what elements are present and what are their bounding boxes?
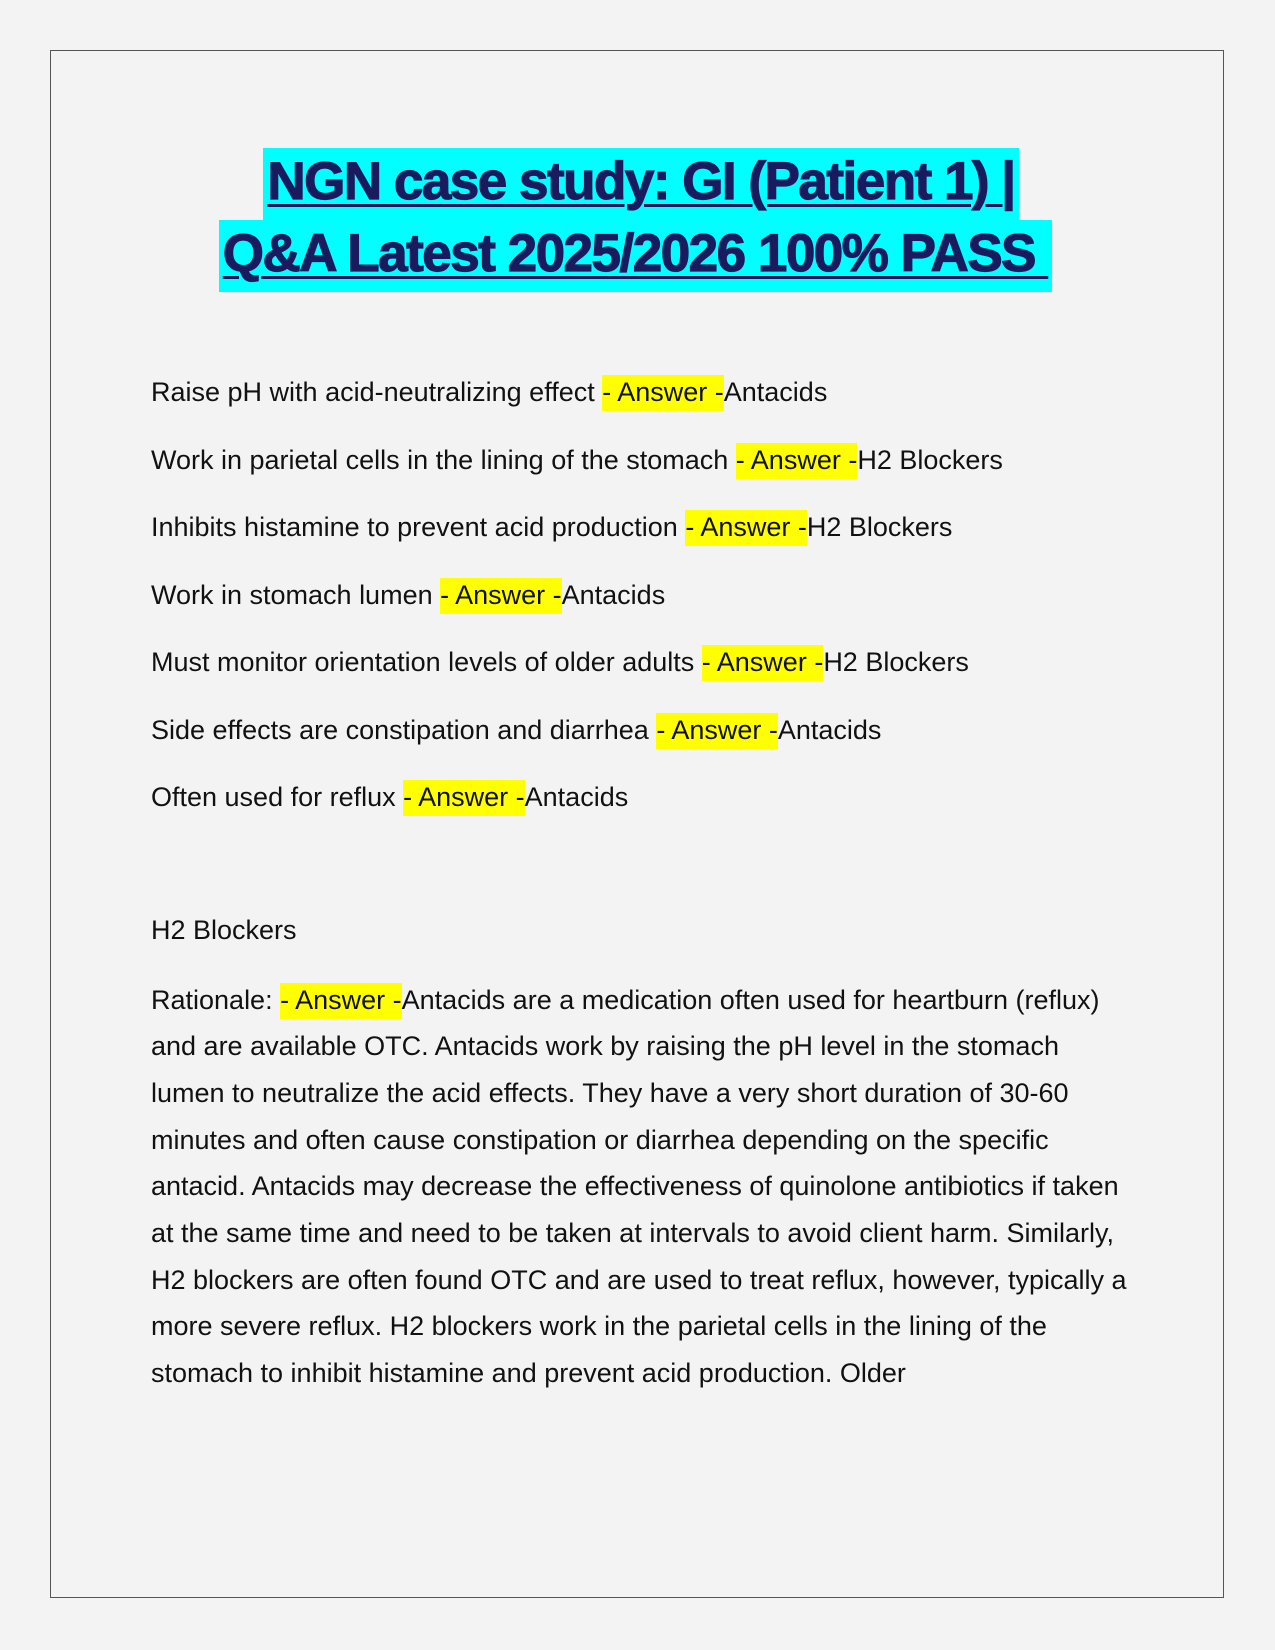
qa-answer: H2 Blockers — [806, 512, 953, 542]
qa-question: Must monitor orientation levels of older adults — [151, 647, 702, 677]
answer-marker: - Answer - — [702, 645, 824, 681]
answer-marker: - Answer - — [602, 375, 724, 411]
qa-answer: Antacids — [777, 714, 882, 745]
section-spacer — [151, 845, 1131, 910]
qa-item — [151, 575, 1131, 615]
section-label: H2 Blockers — [151, 914, 297, 945]
qa-answer: H2 Blockers — [823, 647, 969, 677]
qa-question: Work in parietal cells in the lining of the stomach — [151, 444, 736, 475]
qa-question: Raise pH with acid-neutralizing effect — [151, 377, 603, 407]
qa-answer: H2 Blockers — [857, 444, 1003, 475]
qa-item — [151, 710, 1131, 750]
qa-question: Work in stomach lumen — [151, 579, 441, 610]
rationale-label: Rationale: — [151, 984, 281, 1015]
qa-item — [151, 507, 1131, 547]
answer-marker: - Answer - — [656, 713, 778, 749]
qa-question: Inhibits histamine to prevent acid production — [151, 512, 686, 542]
answer-marker: - Answer - — [685, 510, 807, 546]
qa-answer: Antacids — [723, 377, 828, 407]
qa-question: Often used for reflux — [151, 782, 404, 812]
qa-answer: Antacids — [561, 579, 666, 610]
qa-item — [151, 440, 1131, 480]
answer-marker: - Answer - — [403, 780, 525, 816]
answer-marker: - Answer - — [440, 578, 562, 614]
answer-marker: - Answer - — [280, 983, 402, 1019]
rationale-text: Antacids are a medication often used for heartburn (reflux) and are available OTC. Antacids work by raising the pH level in the stomach lumen to neutralize the acid effects. They have a very short duration of 30-60 minutes and often cause constipation or diarrhea depending on the specific antacid. Antacids may decrease the effectiveness of quinolone antibiotics if taken at the same time and need to be taken at intervals to avoid client harm. Similarly, H2 blockers are often found OTC and are used to treat reflux, however, typically a more severe reflux. H2 blockers work in the parietal cells in the lining of the stomach to inhibit histamine and prevent acid production. Older — [151, 984, 1127, 1389]
qa-answer: Antacids — [524, 782, 629, 812]
qa-item — [151, 642, 1131, 682]
qa-item — [151, 777, 1131, 817]
qa-question: Side effects are constipation and diarrhea — [151, 714, 657, 745]
answer-marker: - Answer - — [736, 443, 858, 479]
qa-item — [151, 372, 1131, 412]
document-title — [0, 148, 1275, 292]
title-line-1: NGN case study: GI (Patient 1) | — [263, 148, 1018, 220]
document-body — [151, 372, 1131, 1397]
rationale-paragraph — [151, 977, 1131, 1397]
title-line-2: Q&A Latest 2025/2026 100% PASS — [219, 220, 1053, 292]
